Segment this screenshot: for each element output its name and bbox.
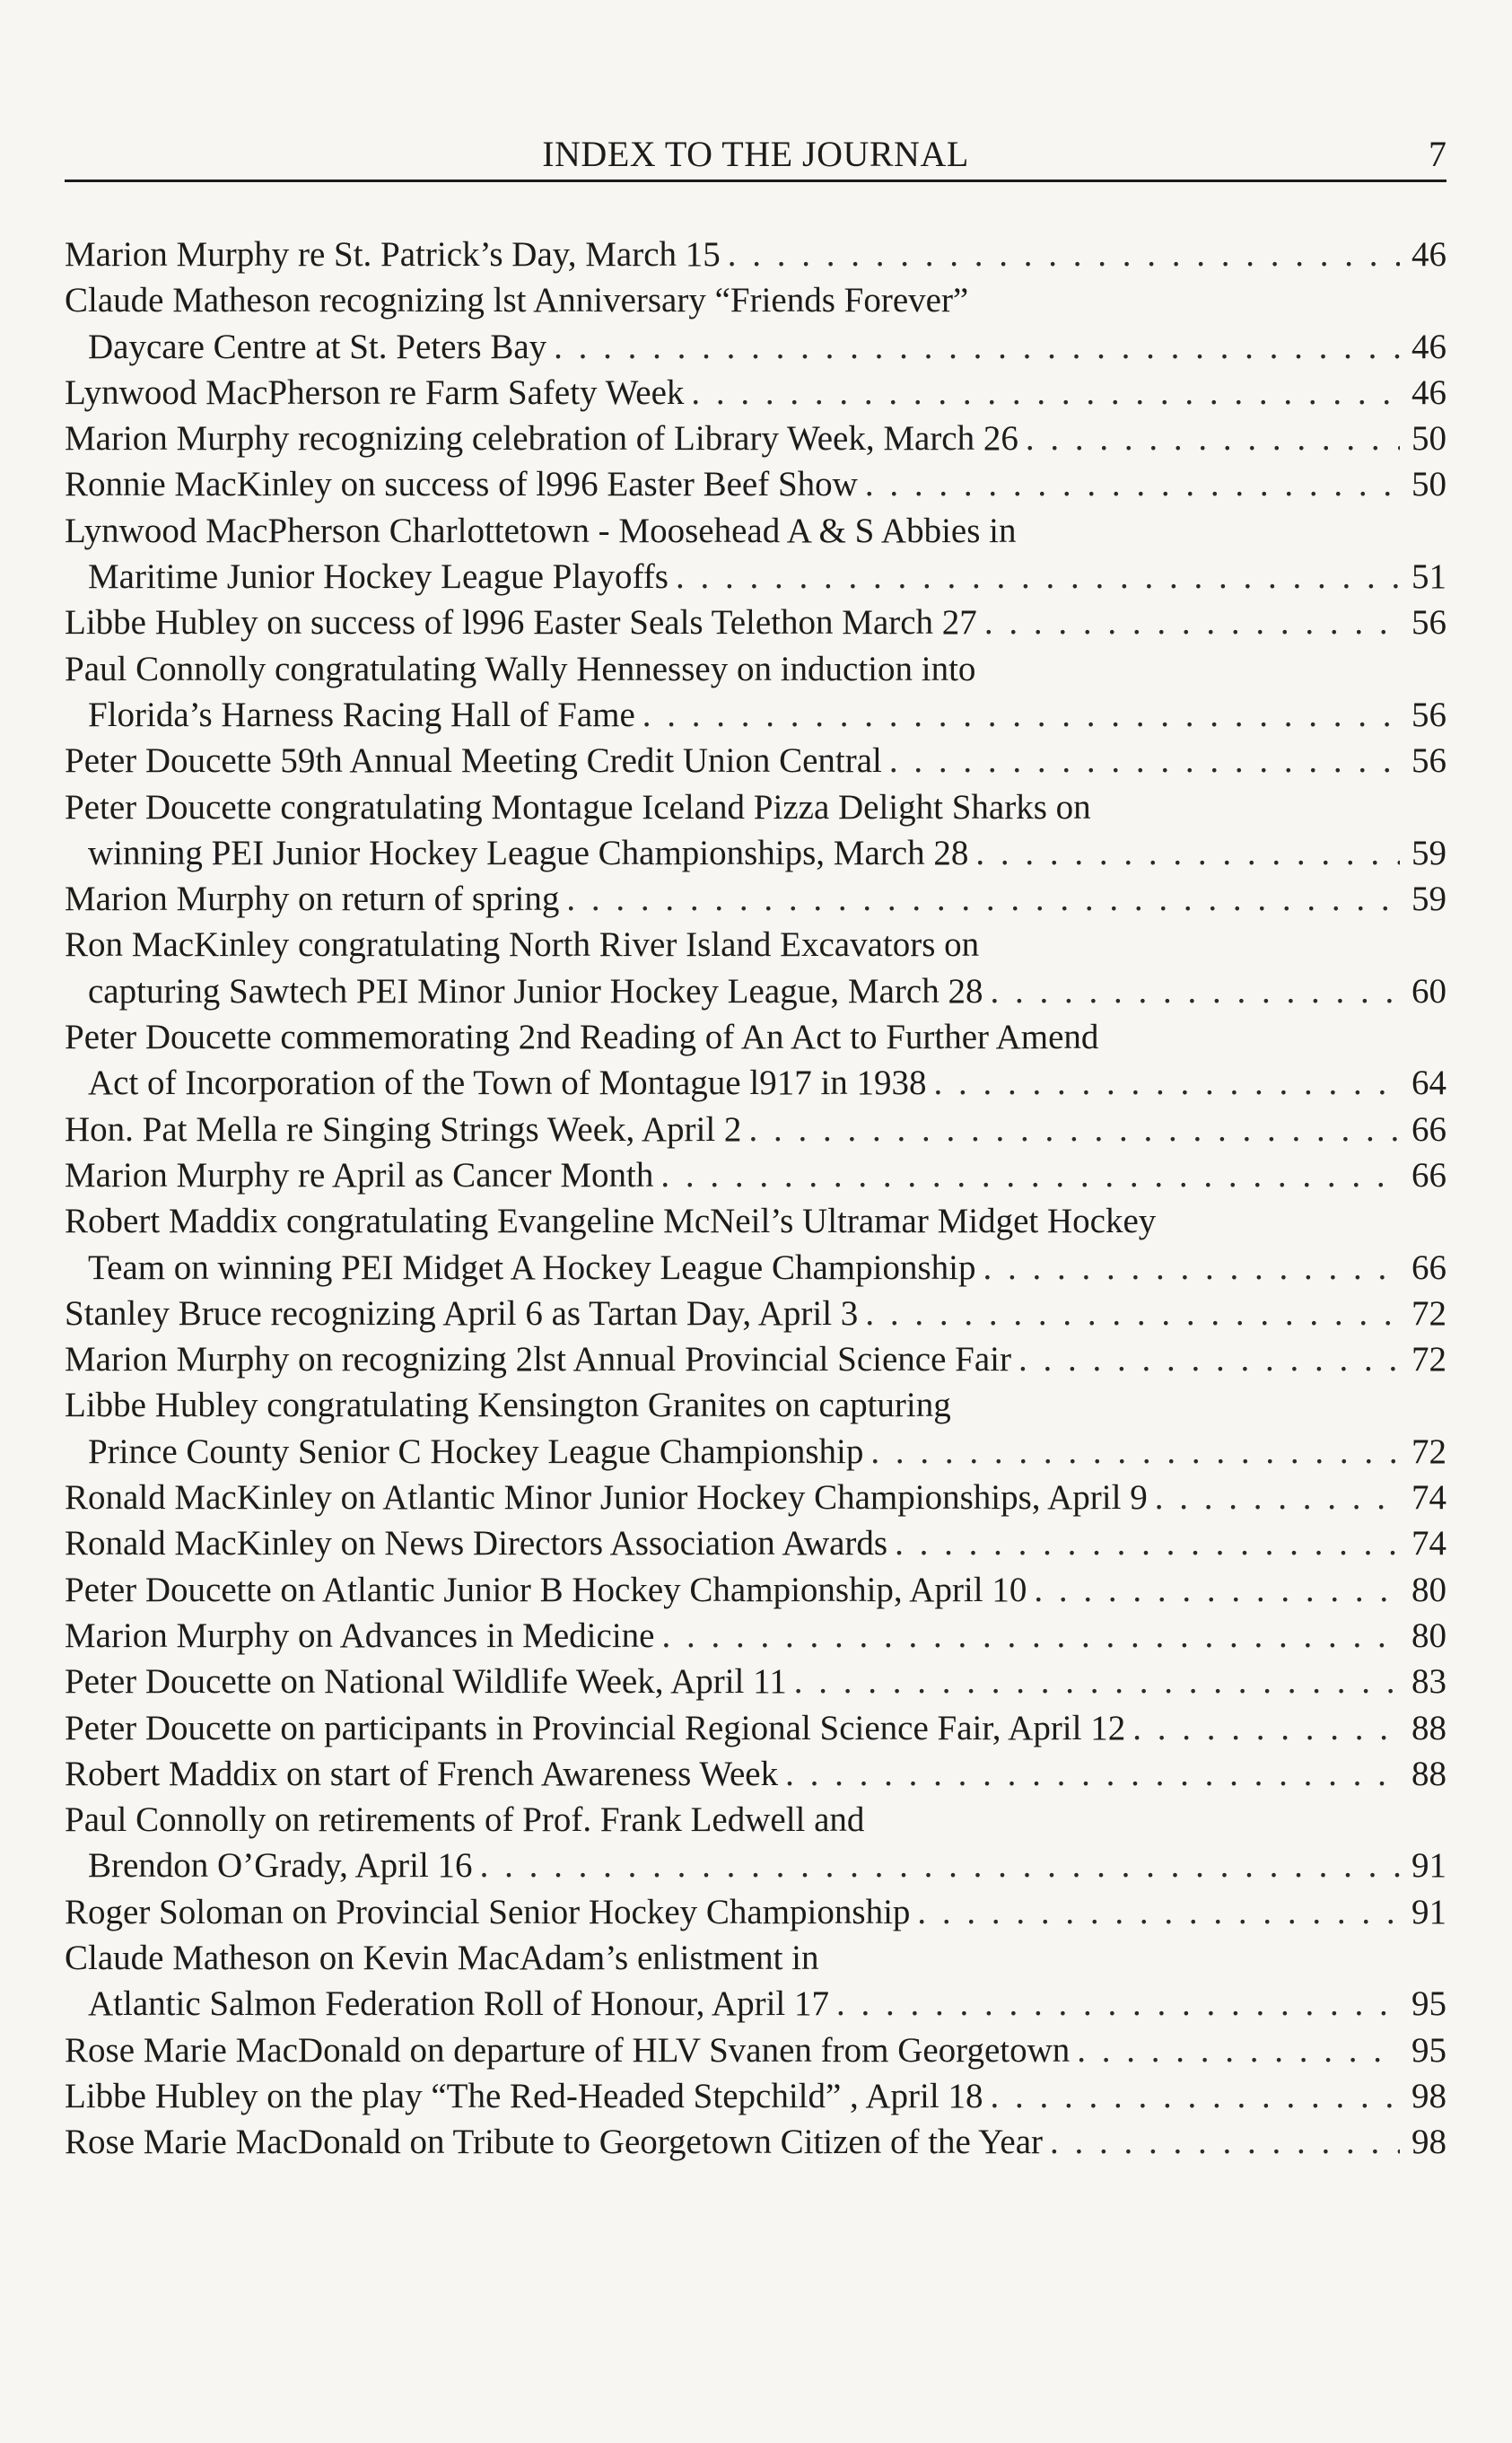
index-entry-text: Daycare Centre at St. Peters Bay — [88, 327, 547, 366]
index-entry-page: 98 — [1411, 2123, 1446, 2162]
dot-leader — [1132, 1705, 1400, 1751]
index-entry — [65, 1520, 1446, 1566]
dot-leader — [748, 1107, 1400, 1152]
index-entry — [65, 2119, 1446, 2165]
index-entry-text: Team on winning PEI Midget A Hockey League Championship — [88, 1248, 976, 1287]
index-entry-text: Claude Matheson recognizing lst Anniversary “Friends Forever” — [65, 281, 969, 320]
index-entry-line — [65, 461, 1446, 507]
index-entry-text: capturing Sawtech PEI Minor Junior Hockey League, March 28 — [88, 971, 983, 1011]
index-entry-text: Marion Murphy re April as Cancer Month — [65, 1155, 654, 1195]
index-entry-page: 80 — [1411, 1570, 1446, 1609]
dot-leader — [566, 876, 1400, 922]
index-entry-continuation-line — [65, 692, 1446, 738]
index-entry-line — [65, 2119, 1446, 2165]
index-entry-line — [65, 1889, 1446, 1935]
index-entry-text: Marion Murphy re St. Patrick’s Day, March 15 — [65, 235, 721, 274]
index-entry-line — [65, 1613, 1446, 1659]
index-entry-line — [65, 1475, 1446, 1520]
index-entry — [65, 1198, 1446, 1291]
index-entry-text: Rose Marie MacDonald on Tribute to Georgetown Citizen of the Year — [65, 2123, 1044, 2162]
index-entry-text: Marion Murphy on Advances in Medicine — [65, 1616, 655, 1655]
index-entry-page: 56 — [1411, 603, 1446, 643]
dot-leader — [990, 2073, 1400, 2119]
index-entry-page: 74 — [1411, 1524, 1446, 1563]
index-entry-line — [65, 1935, 1446, 1981]
index-entry-text: Lynwood MacPherson Charlottetown - Moosehead A & S Abbies in — [65, 511, 1017, 550]
index-entry-line — [65, 738, 1446, 784]
index-entry-page: 56 — [1411, 741, 1446, 781]
index-entry — [65, 1659, 1446, 1704]
index-entry-continuation-line — [65, 968, 1446, 1014]
index-entry-page: 72 — [1411, 1340, 1446, 1379]
dot-leader — [1026, 416, 1400, 461]
index-entry — [65, 1705, 1446, 1751]
index-entry-line — [65, 1014, 1446, 1060]
dot-leader — [865, 1291, 1400, 1336]
index-entry-page: 98 — [1411, 2076, 1446, 2115]
dot-leader — [917, 1889, 1400, 1935]
dot-leader — [794, 1659, 1400, 1704]
index-entry-page: 50 — [1411, 465, 1446, 504]
index-entry-text: Libbe Hubley on success of l996 Easter Seals Telethon March 27 — [65, 603, 977, 643]
index-entry-line — [65, 508, 1446, 554]
index-entry — [65, 600, 1446, 645]
index-entry-continuation-line — [65, 1429, 1446, 1475]
index-entry — [65, 1291, 1446, 1336]
index-entry-line — [65, 1152, 1446, 1198]
index-entry-text: Marion Murphy recognizing celebration of Library Week, March 26 — [65, 419, 1018, 459]
index-entry-text: Act of Incorporation of the Town of Montague l917 in 1938 — [88, 1064, 927, 1103]
index-entry-line — [65, 277, 1446, 323]
index-entry-page: 50 — [1411, 419, 1446, 459]
dot-leader — [870, 1429, 1400, 1475]
dot-leader — [691, 370, 1400, 416]
index-entry-continuation-line — [65, 1060, 1446, 1106]
index-entry-text: Paul Connolly on retirements of Prof. Frank Ledwell and — [65, 1800, 865, 1840]
dot-leader — [1155, 1475, 1400, 1520]
index-entry-text: Peter Doucette commemorating 2nd Reading of An Act to Further Amend — [65, 1018, 1099, 1057]
index-entry-text: Ron MacKinley congratulating North River Island Excavators on — [65, 925, 980, 965]
index-entry-text: Lynwood MacPherson re Farm Safety Week — [65, 372, 685, 412]
index-entry-page: 72 — [1411, 1432, 1446, 1471]
dot-leader — [1077, 2027, 1400, 2073]
index-entry-page: 60 — [1411, 971, 1446, 1011]
dot-leader — [1050, 2119, 1400, 2165]
index-entry-text: Robert Maddix on start of French Awareness Week — [65, 1754, 779, 1793]
index-entry-line — [65, 232, 1446, 277]
index-entry — [65, 370, 1446, 416]
index-entry-page: 66 — [1411, 1248, 1446, 1287]
index-entry-text: Paul Connolly congratulating Wally Hennessey on induction into — [65, 649, 976, 688]
index-entry-text: Roger Soloman on Provincial Senior Hockey Championship — [65, 1892, 911, 1931]
index-entry-line — [65, 1336, 1446, 1382]
index-entry-text: Ronnie MacKinley on success of l996 Easter Beef Show — [65, 465, 858, 504]
dot-leader — [660, 1152, 1400, 1198]
index-entry-line — [65, 2073, 1446, 2119]
index-entry — [65, 1107, 1446, 1152]
dot-leader — [728, 232, 1400, 277]
dot-leader — [676, 554, 1400, 600]
index-entry-page: 83 — [1411, 1662, 1446, 1702]
index-entry-text: Maritime Junior Hockey League Playoffs — [88, 557, 669, 597]
index-entry — [65, 1014, 1446, 1107]
index-entry-text: Atlantic Salmon Federation Roll of Honour, April 17 — [88, 1984, 830, 2024]
index-entry-text: winning PEI Junior Hockey League Championships, March 28 — [88, 833, 969, 872]
index-entry-text: Ronald MacKinley on News Directors Association Awards — [65, 1524, 888, 1563]
page-header — [65, 133, 1446, 182]
index-entry-continuation-line — [65, 554, 1446, 600]
dot-leader — [642, 692, 1400, 738]
index-entry-line — [65, 646, 1446, 692]
index-entry-page: 91 — [1411, 1892, 1446, 1931]
index-entry-continuation-line — [65, 830, 1446, 876]
dot-leader — [1018, 1336, 1400, 1382]
index-entry-text: Florida’s Harness Racing Hall of Fame — [88, 695, 635, 734]
index-entry-page: 64 — [1411, 1064, 1446, 1103]
index-entry-page: 46 — [1411, 327, 1446, 366]
index-entry-text: Stanley Bruce recognizing April 6 as Tartan Day, April 3 — [65, 1293, 859, 1333]
index-entry-page: 88 — [1411, 1754, 1446, 1793]
index-entry-page: 95 — [1411, 1984, 1446, 2024]
index-entry-continuation-line — [65, 1245, 1446, 1291]
index-entry-page: 66 — [1411, 1109, 1446, 1149]
index-entry-page: 80 — [1411, 1616, 1446, 1655]
dot-leader — [990, 968, 1400, 1014]
index-entry-page: 95 — [1411, 2030, 1446, 2070]
dot-leader — [889, 738, 1400, 784]
index-entry-page: 66 — [1411, 1155, 1446, 1195]
index-entry-page: 46 — [1411, 235, 1446, 274]
index-entry-page: 74 — [1411, 1478, 1446, 1518]
index-entry-continuation-line — [65, 1843, 1446, 1888]
index-entry-line — [65, 1751, 1446, 1797]
index-entry-line — [65, 876, 1446, 922]
page-number: 7 — [1429, 134, 1446, 174]
index-entry-continuation-line — [65, 324, 1446, 370]
dot-leader — [865, 461, 1400, 507]
index-entry-text: Hon. Pat Mella re Singing Strings Week, April 2 — [65, 1109, 742, 1149]
index-entry-line — [65, 1705, 1446, 1751]
index-entry — [65, 508, 1446, 600]
index-entry-text: Peter Doucette on National Wildlife Week, April 11 — [65, 1662, 787, 1702]
index-entry — [65, 2073, 1446, 2119]
index-entry-text: Marion Murphy on return of spring — [65, 880, 560, 919]
index-entry-text: Brendon O’Grady, April 16 — [88, 1846, 473, 1886]
index-entry — [65, 1152, 1446, 1198]
index-entry-line — [65, 1797, 1446, 1843]
index-entry-line — [65, 1382, 1446, 1428]
index-entry-text: Rose Marie MacDonald on departure of HLV Svanen from Georgetown — [65, 2030, 1071, 2070]
index-entry — [65, 416, 1446, 461]
index-entry-page: 88 — [1411, 1708, 1446, 1747]
index-entry — [65, 1935, 1446, 2027]
index-entry-line — [65, 1659, 1446, 1704]
index-entry — [65, 738, 1446, 784]
index-entry — [65, 1567, 1446, 1613]
index-entry — [65, 1475, 1446, 1520]
index-entry — [65, 784, 1446, 877]
index-entry — [65, 1382, 1446, 1475]
index-entry-line — [65, 922, 1446, 968]
index-entry-line — [65, 1107, 1446, 1152]
index-entry — [65, 461, 1446, 507]
index-entry — [65, 1797, 1446, 1889]
index-entry — [65, 1889, 1446, 1935]
index-entry-text: Peter Doucette congratulating Montague Iceland Pizza Delight Sharks on — [65, 787, 1091, 827]
index-entry-line — [65, 1567, 1446, 1613]
index-entry-page: 56 — [1411, 695, 1446, 734]
index-entry — [65, 922, 1446, 1014]
dot-leader — [983, 1245, 1400, 1291]
index-entry-text: Robert Maddix congratulating Evangeline McNeil’s Ultramar Midget Hockey — [65, 1202, 1157, 1241]
index-entry-page: 46 — [1411, 372, 1446, 412]
index-entry-page: 72 — [1411, 1293, 1446, 1333]
dot-leader — [895, 1520, 1400, 1566]
index-entry — [65, 1613, 1446, 1659]
dot-leader — [1034, 1567, 1400, 1613]
dot-leader — [480, 1843, 1400, 1888]
index-entry-page: 91 — [1411, 1846, 1446, 1886]
index-entry-page: 59 — [1411, 833, 1446, 872]
index-entry-page: 51 — [1411, 557, 1446, 597]
index-entry — [65, 2027, 1446, 2073]
index-entry-text: Ronald MacKinley on Atlantic Minor Junior Hockey Championships, April 9 — [65, 1478, 1148, 1518]
dot-leader — [661, 1613, 1400, 1659]
index-entry-text: Peter Doucette on participants in Provincial Regional Science Fair, April 12 — [65, 1708, 1126, 1747]
dot-leader — [785, 1751, 1400, 1797]
index-entry-line — [65, 1520, 1446, 1566]
dot-leader — [934, 1060, 1400, 1106]
index-entry — [65, 876, 1446, 922]
index-entry — [65, 277, 1446, 370]
index-entry-line — [65, 2027, 1446, 2073]
dot-leader — [836, 1981, 1400, 2027]
index-entry-text: Peter Doucette on Atlantic Junior B Hockey Championship, April 10 — [65, 1570, 1027, 1609]
page-title: INDEX TO THE JOURNAL — [542, 134, 969, 174]
index-entry-line — [65, 1291, 1446, 1336]
dot-leader — [554, 324, 1400, 370]
index-entry-text: Marion Murphy on recognizing 2lst Annual Provincial Science Fair — [65, 1340, 1011, 1379]
index-entry-page: 59 — [1411, 880, 1446, 919]
index-entry — [65, 1336, 1446, 1382]
index-entry-text: Peter Doucette 59th Annual Meeting Credit Union Central — [65, 741, 882, 781]
dot-leader — [984, 600, 1400, 645]
index-entry-text: Claude Matheson on Kevin MacAdam’s enlistment in — [65, 1938, 819, 1977]
index-entry — [65, 646, 1446, 739]
index-entry-line — [65, 784, 1446, 830]
index-entry — [65, 232, 1446, 277]
index-entry-continuation-line — [65, 1981, 1446, 2027]
index-entry-text: Libbe Hubley congratulating Kensington Granites on capturing — [65, 1386, 951, 1425]
index-entry-text: Prince County Senior C Hockey League Championship — [88, 1432, 864, 1471]
index-entry-line — [65, 600, 1446, 645]
index-entry-line — [65, 370, 1446, 416]
index-list — [65, 232, 1446, 2165]
index-entry — [65, 1751, 1446, 1797]
index-entry-text: Libbe Hubley on the play “The Red-Headed Stepchild” , April 18 — [65, 2076, 983, 2115]
index-entry-line — [65, 1198, 1446, 1244]
dot-leader — [975, 830, 1400, 876]
index-entry-line — [65, 416, 1446, 461]
